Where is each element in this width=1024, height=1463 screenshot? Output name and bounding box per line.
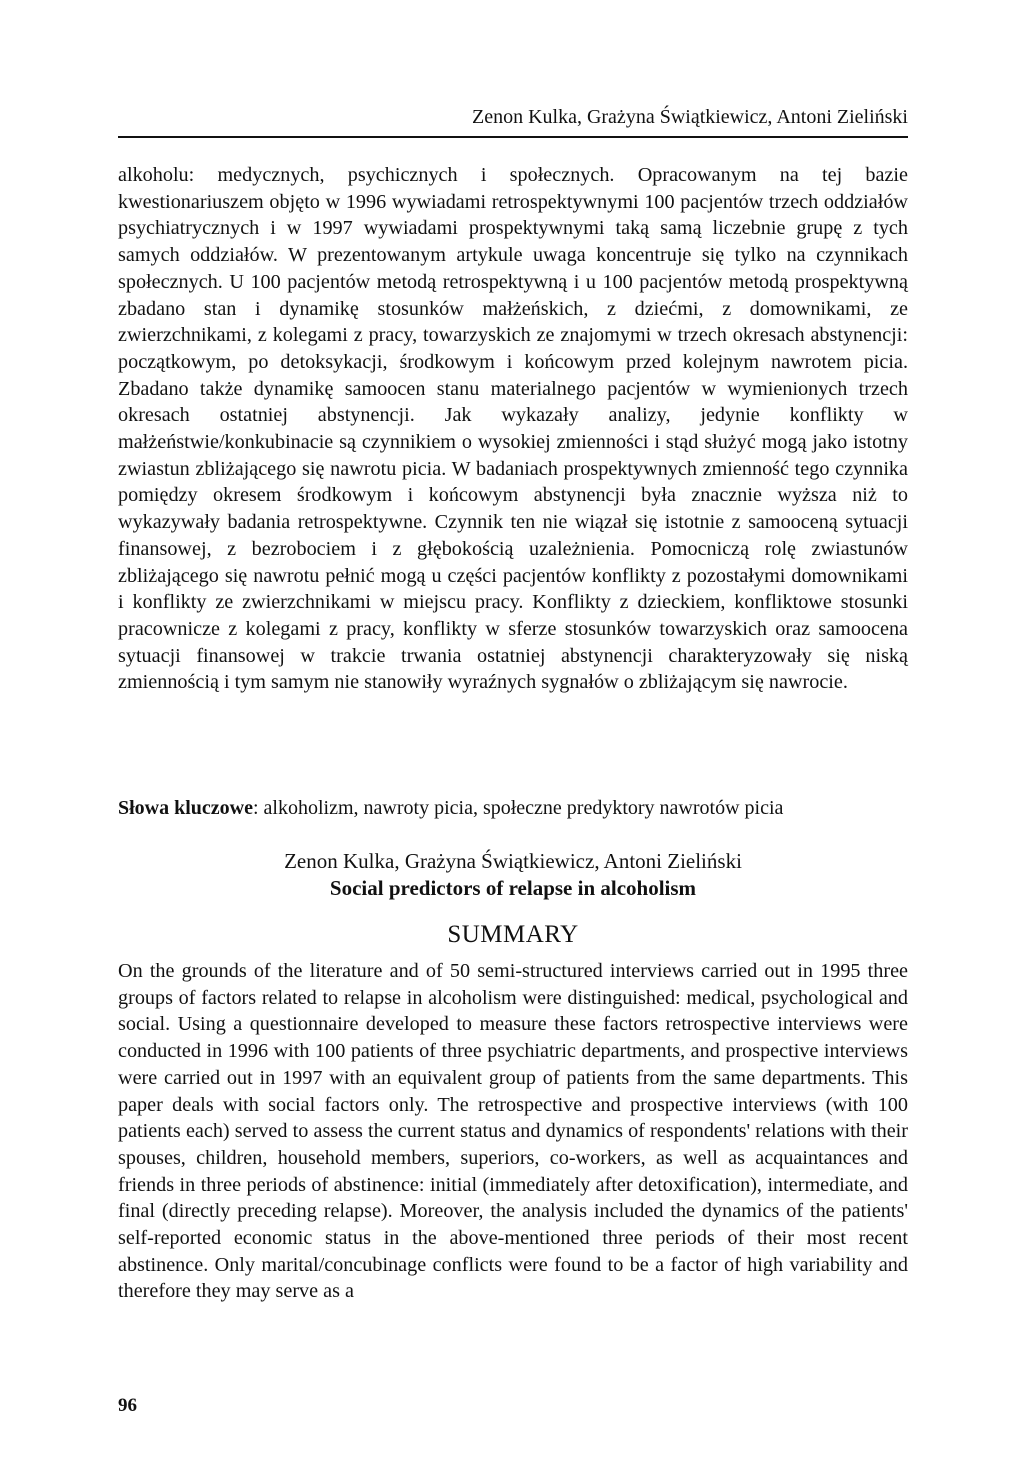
summary-authors: Zenon Kulka, Grażyna Świątkiewicz, Antoni Zieliński: [284, 849, 742, 873]
keywords-label: Słowa kluczowe: [118, 797, 253, 819]
running-header: Zenon Kulka, Grażyna Świątkiewicz, Antoni Zieliński: [471, 106, 908, 128]
summary-heading: SUMMARY: [447, 921, 579, 948]
keywords-values: : alkoholizm, nawroty picia, społeczne predyktory nawrotów picia: [253, 797, 784, 819]
english-summary-paragraph: On the grounds of the literature and of 50 semi-structured interviews carried out in 1995 three groups of factors related to relapse in alcoholism were distinguished: medical, psychological and social. Using a questionnaire developed to measure these factors retrospective interviews were conducted in 1996 with 100 patients of three psychiatric departments, and prospective interviews were carried out in 1997 with an equivalent group of patients from the same departments. This paper deals with social factors only. The retrospective and prospective interviews (with 100 patients each) served to assess the current status and dynamics of respondents' relations with their spouses, children, household members, superiors, co-workers, as well as acquaintances and friends in three periods of abstinence: initial (immediately after detoxification), intermediate, and final (directly preceding relapse). Moreover, the analysis included the dynamics of the patients' self-reported economic status in the above-mentioned three periods of their most recent abstinence. Only marital/concubinage conflicts were found to be a factor of high variability and therefore they may serve as a: [118, 960, 908, 1303]
polish-abstract-paragraph: alkoholu: medycznych, psychicznych i społecznych. Opracowanym na tej bazie kwestionariuszem objęto w 1996 wywiadami retrospektywnymi 100 pacjentów trzech oddziałów psychiatrycznych i w 1997 wywiadami prospektywnymi taką samą liczebnie grupę z tych samych oddziałów. W prezentowanym artykule uwaga koncentruje się tylko na czynnikach społecznych. U 100 pacjentów metodą retrospektywną i u 100 pacjentów metodą prospektywną zbadano stan i dynamikę stosunków małżeńskich, z dziećmi, z domownikami, ze zwierzchnikami, z kolegami z pracy, towarzyskich ze znajomymi w trzech okresach abstynencji: początkowym, po detoksykacji, środkowym i końcowym przed kolejnym nawrotem picia. Zbadano także dynamikę samoocen stanu materialnego pacjentów w wymienionych trzech okresach ostatniej abstynencji. Jak wykazały analizy, jedynie konflikty w małżeństwie/konkubinacie są czynnikiem o wysokiej zmienności i stąd służyć mogą jako istotny zwiastun zbliżającego się nawrotu picia. W badaniach prospektywnych zmienność tego czynnika pomiędzy okresem środkowym i końcowym abstynencji była znacznie wyższa niż to wykazywały badania retrospektywne. Czynnik ten nie wiązał się istotnie z samooceną sytuacji finansowej, z bezrobociem i z głębokością uzależnienia. Pomocniczą rolę zwiastunów zbliżającego się nawrotu pełnić mogą u części pacjentów konflikty z pozostałymi domownikami i konflikty ze zwierzchnikami w miejscu pracy. Konflikty z dzieckiem, konfliktowe stosunki pracownicze z kolegami z pracy, konflikty w sferze stosunków towarzyskich oraz samoocena sytuacji finansowej w trakcie trwania ostatniej abstynencji charakteryzowały się niską zmiennością i tym samym nie stanowiły wyraźnych sygnałów o zbliżającym się nawrocie.: [118, 164, 908, 694]
summary-article-title: Social predictors of relapse in alcoholism: [329, 876, 697, 900]
page-number: 96: [118, 1395, 137, 1416]
header-rule: [118, 136, 908, 138]
keywords-line: [118, 795, 908, 821]
